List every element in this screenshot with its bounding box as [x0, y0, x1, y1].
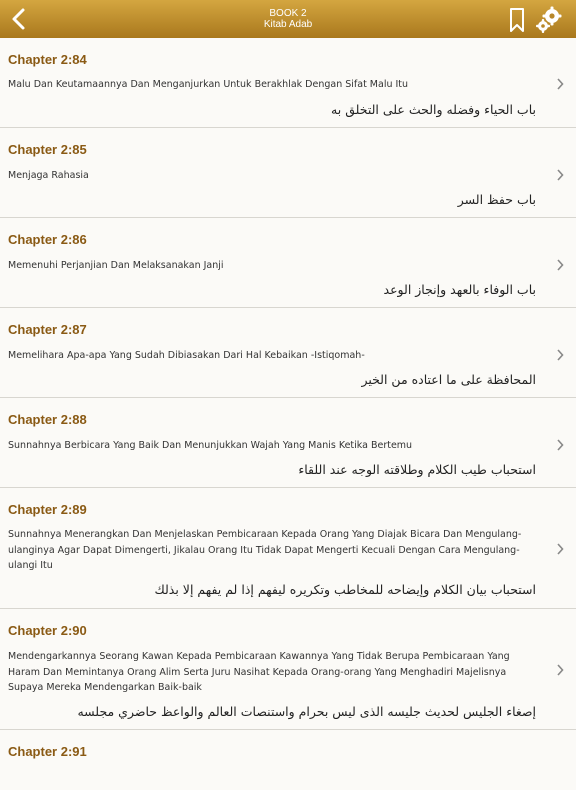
- chapter-list: [0, 38, 576, 790]
- chevron-right-icon: [556, 349, 564, 361]
- chevron-right-icon: [556, 543, 564, 555]
- chapter-title-malay: Malu Dan Keutamaannya Dan Menganjurkan Untuk Berakhlak Dengan Sifat Malu Itu: [8, 79, 409, 90]
- nav-title: [188, 8, 388, 30]
- chapter-row[interactable]: [0, 308, 576, 398]
- chapter-title-arabic: باب حفظ السر: [457, 192, 536, 207]
- chapter-number: Chapter 2:86: [8, 232, 87, 247]
- settings-gear-icon[interactable]: [535, 6, 563, 34]
- chevron-right-icon: [556, 169, 564, 181]
- chapter-title-malay: Memenuhi Perjanjian Dan Melaksanakan Janji: [8, 260, 224, 271]
- chapter-title-arabic: استحباب بيان الكلام وإيضاحه للمخاطب وتكريره ليفهم إذا لم يفهم إلا بذلك: [154, 582, 536, 597]
- book-title: Kitab Adab: [263, 19, 313, 30]
- nav-bar: [0, 0, 576, 38]
- chapter-number: Chapter 2:84: [8, 52, 87, 67]
- chevron-right-icon: [556, 78, 564, 90]
- book-label: BOOK 2: [269, 8, 307, 19]
- chapter-row[interactable]: [0, 488, 576, 609]
- chapter-title-arabic: المحافظة على ما اعتاده من الخير: [361, 372, 536, 387]
- chapter-title-malay: Sunnahnya Berbicara Yang Baik Dan Menunjukkan Wajah Yang Manis Ketika Bertemu: [8, 440, 413, 451]
- chapter-number: Chapter 2:89: [8, 502, 87, 517]
- chapter-number: Chapter 2:85: [8, 142, 87, 157]
- chapter-row[interactable]: [0, 609, 576, 730]
- chapter-row[interactable]: [0, 128, 576, 218]
- chevron-right-icon: [556, 259, 564, 271]
- chapter-title-malay: Sunnahnya Menerangkan Dan Menjelaskan Pembicaraan Kepada Orang Yang Diajak Bicara Dan Mengulang-ulanginya Agar Dapat Dimengerti, Jikalau Orang Itu Tidak Dapat Mengerti Kecuali Dengan Cara Mengulang-ulangi Itu: [8, 529, 522, 571]
- chapter-row[interactable]: [0, 398, 576, 488]
- chapter-title-arabic: باب الوفاء بالعهد وإنجاز الوعد: [383, 282, 536, 297]
- chapter-title-arabic: استحباب طيب الكلام وطلاقته الوجه عند اللقاء: [298, 462, 536, 477]
- chapter-title-arabic: باب الحياء وفضله والحث على التخلق به: [331, 102, 536, 117]
- chapter-row[interactable]: [0, 730, 576, 790]
- bookmark-icon[interactable]: [508, 7, 526, 33]
- chapter-row[interactable]: [0, 218, 576, 308]
- chapter-title-arabic: إصغاء الجليس لحديث جليسه الذى ليس بحرام واستنصات العالم والواعظ حاضري مجلسه: [77, 704, 536, 719]
- chapter-number: Chapter 2:90: [8, 623, 87, 638]
- chapter-number: Chapter 2:88: [8, 412, 87, 427]
- chevron-right-icon: [556, 439, 564, 451]
- back-chevron-icon[interactable]: [8, 6, 30, 32]
- chapter-title-malay: Menjaga Rahasia: [8, 170, 89, 181]
- chapter-number: Chapter 2:91: [8, 744, 87, 759]
- chapter-row[interactable]: [0, 38, 576, 128]
- chapter-number: Chapter 2:87: [8, 322, 87, 337]
- chapter-title-malay: Mendengarkannya Seorang Kawan Kepada Pembicaraan Kawannya Yang Tidak Berupa Pembicaraan Yang Haram Dan Memintanya Orang Alim Serta Juru Nasihat Kepada Orang-orang Yang Menghadiri Majelisnya Supaya Mereka Mendengarkan Baik-baik: [8, 651, 510, 693]
- chevron-right-icon: [556, 664, 564, 676]
- chapter-title-malay: Memelihara Apa-apa Yang Sudah Dibiasakan Dari Hal Kebaikan -Istiqomah-: [8, 350, 365, 361]
